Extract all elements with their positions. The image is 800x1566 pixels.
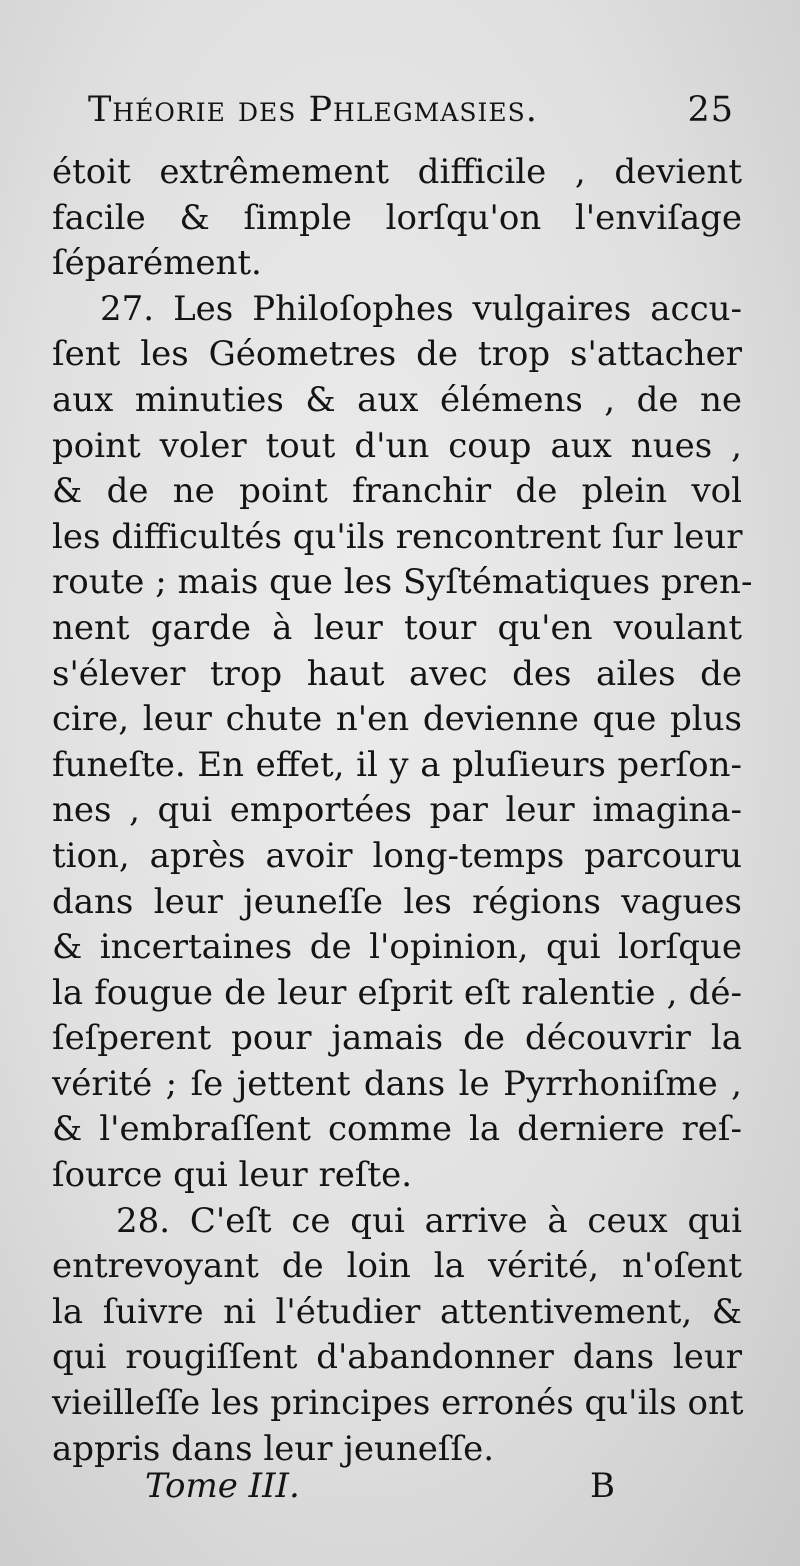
- paragraph-28-start: 28. C'eſt ce qui arrive à ceux qui: [116, 1200, 742, 1241]
- text-line: cire, leur chute n'en devienne que plus: [52, 699, 742, 740]
- text-line: ſeſperent pour jamais de découvrir la: [52, 1018, 742, 1059]
- text-line: la fougue de leur eſprit eſt ralentie , dé-: [52, 972, 742, 1013]
- text-line: & incertaines de l'opinion, qui lorſque: [52, 927, 742, 968]
- text-line: ſéparément.: [52, 243, 262, 284]
- text-line: les difficultés qu'ils rencontrent ſur leur: [52, 516, 743, 557]
- page-number: 25: [687, 90, 734, 130]
- volume-label: Tome III.: [145, 1466, 300, 1506]
- text-line: nes , qui emportées par leur imagina-: [52, 790, 742, 831]
- text-line: dans leur jeuneſſe les régions vagues: [52, 881, 742, 922]
- text-line: route ; mais que les Syſtématiques pren-: [52, 562, 753, 603]
- text-line: point voler tout d'un coup aux nues ,: [52, 425, 742, 466]
- running-title: Théorie des Phlegmasies.: [88, 90, 538, 130]
- text-line: s'élever trop haut avec des ailes de: [52, 653, 742, 694]
- text-line: vieilleſſe les principes erronés qu'ils ont: [52, 1383, 744, 1424]
- text-line: aux minuties & aux élémens , de ne: [52, 379, 742, 420]
- text-line: tion, après avoir long-temps parcouru: [52, 835, 742, 876]
- page-header: [88, 90, 734, 140]
- text-line: funeſte. En effet, il y a pluſieurs perſon-: [52, 744, 742, 785]
- text-line: ſource qui leur reſte.: [52, 1155, 413, 1196]
- text-line: & l'embraſſent comme la derniere reſ-: [52, 1109, 742, 1150]
- signature-mark: B: [590, 1466, 615, 1506]
- text-line: facile & ſimple lorſqu'on l'enviſage: [52, 197, 742, 238]
- text-line: nent garde à leur tour qu'en voulant: [52, 607, 742, 648]
- page-footer: [145, 1466, 615, 1516]
- text-line: entrevoyant de loin la vérité, n'oſent: [52, 1246, 742, 1287]
- text-line: étoit extrêmement difficile , devient: [52, 152, 742, 192]
- body-text: [52, 150, 753, 1472]
- text-line: vérité ; ſe jettent dans le Pyrrhoniſme ,: [52, 1063, 742, 1104]
- paragraph-27-start: 27. Les Philoſophes vulgaires accu-: [100, 288, 742, 329]
- text-line: qui rougiſſent d'abandonner dans leur: [52, 1337, 742, 1378]
- text-line: appris dans leur jeuneſſe.: [52, 1428, 494, 1469]
- text-line: la ſuivre ni l'étudier attentivement, &: [52, 1291, 742, 1332]
- text-line: & de ne point franchir de plein vol: [52, 471, 742, 512]
- text-line: ſent les Géometres de trop s'attacher: [52, 334, 742, 375]
